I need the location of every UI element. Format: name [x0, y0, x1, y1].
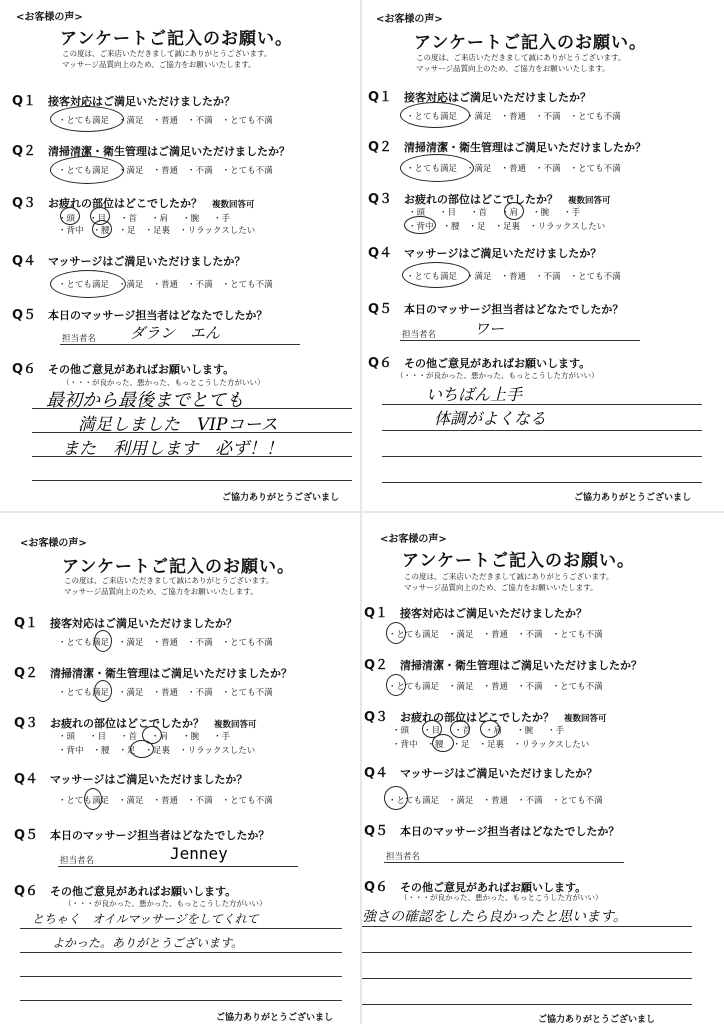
staff-name: ダラン エん — [130, 324, 221, 342]
q3-parts-row1: ・頭 ・目 ・首 ・肩 ・腕 ・手 — [408, 208, 581, 218]
form-title: アンケートご記入のお願い。 — [62, 557, 295, 577]
staff-line — [384, 862, 624, 863]
answer-check — [94, 630, 112, 652]
question-2: Q２ 清掃清潔・衛生管理はご満足いただけましたか？ — [14, 666, 292, 681]
answer-circle — [386, 674, 406, 696]
answer-circle — [50, 156, 124, 184]
q2-options: ・とても満足 ・満足 ・普通 ・不満 ・とても不満 — [58, 166, 273, 176]
staff-line — [58, 866, 298, 867]
q4-options: ・とても満足 ・満足 ・普通 ・不満 ・とても不満 — [58, 280, 273, 290]
question-3: Q３ お疲れの部位はどこでしたか？ 複数回答可 — [12, 196, 255, 211]
q3-parts-row2: ・背中 ・腰 ・足 ・足裏 ・リラックスしたい — [408, 222, 606, 232]
comment-text: 最初から最後までとても — [46, 390, 244, 411]
answer-circle — [386, 622, 406, 644]
intro-line-2: マッサージ品質向上のため、ご協力をお願いいたします。 — [64, 587, 258, 596]
q3-parts-row2: ・背中 ・腰 ・足 ・足裏 ・リラックスしたい — [58, 746, 256, 756]
answer-circle — [504, 202, 524, 220]
question-2: Q２ 清掃清潔・衛生管理はご満足いただけましたか？ — [364, 658, 642, 673]
header-tag: <お客様の声> — [376, 14, 443, 25]
survey-sheet-3 — [0, 514, 360, 1024]
divider-horizontal — [0, 511, 724, 513]
form-title: アンケートご記入のお願い。 — [402, 551, 635, 571]
answer-circle — [50, 106, 124, 132]
answer-circle — [432, 734, 454, 752]
comment-line — [362, 952, 692, 953]
answer-circle — [92, 220, 112, 238]
question-4: Q４ マッサージはご満足いただけましたか？ — [364, 766, 598, 781]
intro-line-2: マッサージ品質向上のため、ご協力をお願いいたします。 — [404, 583, 598, 592]
question-6: Q６ その他ご意見があればお願いします。 — [14, 884, 237, 899]
question-6: Q６ その他ご意見があればお願いします。 — [364, 880, 587, 895]
question-5: Q５ 本日のマッサージ担当者はどなたでしたか？ — [368, 302, 624, 317]
question-1: Q１ 接客対応はご満足いただけましたか？ — [14, 616, 237, 631]
survey-sheet-1 — [0, 0, 360, 510]
q2-options: ・とても満足 ・満足 ・普通 ・不満 ・とても不満 — [58, 688, 273, 698]
answer-circle — [404, 216, 436, 234]
answer-circle — [400, 154, 474, 182]
staff-label: 担当者名 — [62, 334, 97, 344]
question-6: Q６ その他ご意見があればお願いします。 — [12, 362, 235, 377]
form-title: アンケートご記入のお願い。 — [60, 29, 293, 49]
q2-options: ・とても満足 ・満足 ・普通 ・不満 ・とても不満 — [406, 164, 621, 174]
q1-options: ・とても満足 ・満足 ・普通 ・不満 ・とても不満 — [388, 630, 603, 640]
answer-circle — [50, 270, 126, 298]
staff-name: Jenney — [170, 844, 228, 863]
comment-text: 強さの確認をしたら良かったと思います。 — [362, 909, 627, 925]
intro-line-2: マッサージ品質向上のため、ご協力をお願いいたします。 — [62, 60, 256, 69]
intro-line-1: この度は、ご来店いただきまして誠にありがとうございます。 — [404, 572, 614, 581]
comment-line — [382, 456, 702, 457]
intro-line-2: マッサージ品質向上のため、ご協力をお願いいたします。 — [416, 64, 610, 73]
question-3: Q３ お疲れの部位はどこでしたか？ 複数回答可 — [14, 716, 257, 731]
question-5: Q５ 本日のマッサージ担当者はどなたでしたか？ — [364, 824, 620, 839]
comment-line — [20, 952, 342, 953]
intro-line-1: この度は、ご来店いただきまして誠にありがとうございます。 — [62, 49, 272, 58]
question-1: Q１ 接客対応はご満足いただけましたか？ — [12, 94, 235, 109]
header-tag: <お客様の声> — [20, 538, 87, 549]
comment-line — [362, 926, 692, 927]
answer-check — [94, 680, 112, 702]
q2-options: ・とても満足 ・満足 ・普通 ・不満 ・とても不満 — [388, 682, 603, 692]
comment-line — [20, 976, 342, 977]
header-tag: <お客様の声> — [380, 534, 447, 545]
question-4: Q４ マッサージはご満足いただけましたか？ — [12, 254, 246, 269]
question-4: Q４ マッサージはご満足いただけましたか？ — [14, 772, 248, 787]
answer-circle — [130, 740, 154, 758]
q1-options: ・とても満足 ・満足 ・普通 ・不満 ・とても不満 — [406, 112, 621, 122]
q1-options: ・とても満足 ・満足 ・普通 ・不満 ・とても不満 — [58, 116, 273, 126]
comment-text: いちばん上手 — [426, 385, 523, 404]
q3-parts-row2: ・背中 ・腰 ・足 ・足裏 ・リラックスしたい — [392, 740, 590, 750]
question-2: Q２ 清掃清潔・衛生管理はご満足いただけましたか？ — [368, 140, 646, 155]
header-tag: <お客様の声> — [16, 12, 83, 23]
q4-options: ・とても満足 ・満足 ・普通 ・不満 ・とても不満 — [388, 796, 603, 806]
answer-circle — [480, 720, 500, 738]
question-6: Q６ その他ご意見があればお願いします。 — [368, 356, 591, 371]
survey-sheet-2 — [362, 0, 724, 510]
staff-label: 担当者名 — [402, 330, 437, 340]
intro-line-1: この度は、ご来店いただきまして誠にありがとうございます。 — [64, 576, 274, 585]
question-4: Q４ マッサージはご満足いただけましたか？ — [368, 246, 602, 261]
q3-parts-row1: ・頭 ・目 ・首 ・肩 ・腕 ・手 — [58, 732, 231, 742]
comment-text: よかった。ありがとうございます。 — [52, 936, 244, 950]
thanks-text: ご協力ありがとうございまし — [216, 1013, 334, 1023]
question-5: Q５ 本日のマッサージ担当者はどなたでしたか？ — [14, 828, 270, 843]
q6-note: （・・・が良かった、悪かった、もっとこうした方がいい） — [64, 899, 267, 908]
question-1: Q１ 接客対応はご満足いただけましたか？ — [368, 90, 591, 105]
staff-line — [400, 340, 640, 341]
q6-note: （・・・が良かった、悪かった、もっとこうした方がいい） — [400, 893, 603, 902]
q4-options: ・とても満足 ・満足 ・普通 ・不満 ・とても不満 — [58, 796, 273, 806]
answer-circle — [402, 262, 470, 288]
q1-options: ・とても満足 ・満足 ・普通 ・不満 ・とても不満 — [58, 638, 273, 648]
staff-name: ワー — [474, 320, 505, 338]
comment-text: 満足しました VIPコース — [78, 415, 278, 435]
comment-text: また 利用します 必ず！！ — [62, 439, 283, 459]
q3-parts-row1: ・頭 ・目 ・首 ・肩 ・腕 ・手 — [58, 214, 231, 224]
answer-circle — [450, 720, 470, 738]
thanks-text: ご協力ありがとうございまし — [574, 493, 692, 503]
comment-text: 体調がよくなる — [434, 409, 547, 428]
staff-line — [60, 344, 300, 345]
q6-note: （・・・が良かった、悪かった、もっとこうした方がいい） — [62, 378, 265, 387]
question-1: Q１ 接客対応はご満足いただけましたか？ — [364, 606, 587, 621]
staff-label: 担当者名 — [60, 856, 95, 866]
comment-text: とちゃく オイルマッサージをしてくれて — [32, 912, 259, 926]
comment-line — [382, 430, 702, 431]
thanks-text: ご協力ありがとうございまし — [538, 1015, 656, 1024]
form-title: アンケートご記入のお願い。 — [414, 33, 647, 53]
q3-parts-row2: ・背中 ・腰 ・足 ・足裏 ・リラックスしたい — [58, 226, 256, 236]
answer-check — [84, 788, 102, 810]
comment-line — [382, 482, 702, 483]
survey-sheet-4 — [362, 514, 724, 1024]
comment-line — [20, 1000, 342, 1001]
answer-circle — [384, 786, 408, 810]
comment-line — [362, 1004, 692, 1005]
answer-circle — [60, 207, 80, 225]
staff-label: 担当者名 — [386, 852, 421, 862]
intro-line-1: この度は、ご来店いただきまして誠にありがとうございます。 — [416, 53, 626, 62]
question-2: Q２ 清掃清潔・衛生管理はご満足いただけましたか？ — [12, 144, 290, 159]
q6-note: （・・・が良かった、悪かった、もっとこうした方がいい） — [396, 371, 599, 380]
q3-parts-row1: ・頭 ・目 ・首 ・肩 ・腕 ・手 — [392, 726, 565, 736]
thanks-text: ご協力ありがとうございまし — [222, 493, 340, 503]
question-3: Q３ お疲れの部位はどこでしたか？ 複数回答可 — [368, 192, 611, 207]
comment-line — [362, 978, 692, 979]
comment-line — [32, 480, 352, 481]
question-3: Q３ お疲れの部位はどこでしたか？ 複数回答可 — [364, 710, 607, 725]
question-5: Q５ 本日のマッサージ担当者はどなたでしたか？ — [12, 308, 268, 323]
answer-circle — [400, 102, 470, 128]
comment-line — [20, 928, 342, 929]
q4-options: ・とても満足 ・満足 ・普通 ・不満 ・とても不満 — [406, 272, 621, 282]
